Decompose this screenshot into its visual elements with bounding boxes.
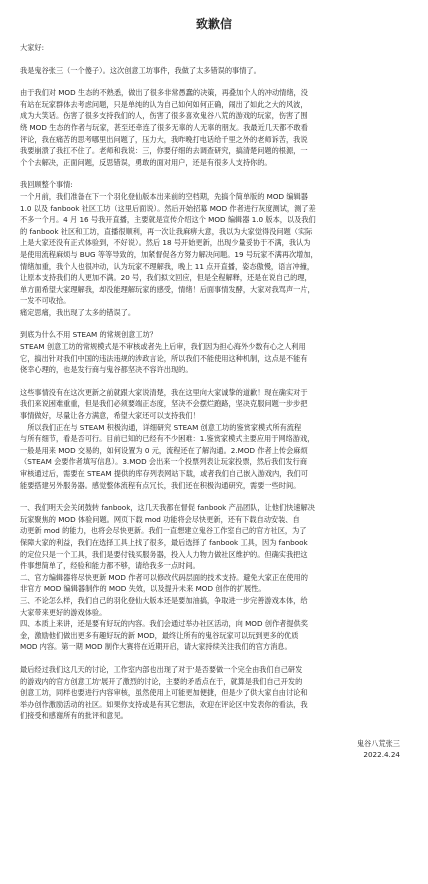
paragraph <box>20 502 408 653</box>
text-line: 我要崩溃了我扛不住了。老师和我说：三，你要仔细的去调查研究，搞清楚问题的根源，一 <box>20 146 308 156</box>
paragraph <box>20 664 408 722</box>
text-line: 一发不可收拾。 <box>20 296 71 306</box>
text-line: 它，搞出针对我们中国的违法违规的涉政言论，所以我们不能使用这种机制，这点是不能有 <box>20 353 308 363</box>
text-line: 玩家聚焦的 MOD 体验问题。网页下载 mod 功能将会尽快更新，还有下载自动安装、自 <box>20 514 300 524</box>
text-line: 金，激励他们做出更多有趣好玩的新 MOD，最终让所有的鬼谷玩家可以玩到更多的优质 <box>20 630 299 640</box>
text-line: 大家带来更好的游戏体验。 <box>20 607 107 617</box>
text-line: 绕 MOD 生态的作者与玩家，甚至还牵连了很多无辜的人无辜的朋友。我最近几天都不敢看 <box>20 122 308 132</box>
text-line: 成为大笑话。伤害了很多支持我们的人，伤害了很多喜欢鬼谷八荒的游戏的玩家，伤害了围 <box>20 111 308 121</box>
text-line: 保障大家的利益，我们在选择工具上找了很多，最后选择了 fanbook 工具，因为 fanbook <box>20 537 308 547</box>
paragraph <box>20 329 408 375</box>
text-line: 创意工坊，同样也要进行内容审核，虽然使用上可能更加便捷，但是少了供大家自由讨论和 <box>20 688 308 698</box>
text-line: 个个去解决，正面问题，反思错误，勇敢的面对用户，还是有很多人支持你的。 <box>20 157 272 167</box>
paragraph <box>20 87 408 168</box>
text-line: 由于我们对 MOD 生态的不熟悉，做出了很多非常愚蠢的决策，再叠加个人的冲动情绪，没 <box>20 88 308 98</box>
text-line: 件事想简单了，经验和能力都不够，请给我多一点时间。 <box>20 561 200 571</box>
text-line: 上是大家还没有正式体验到，不好说）。然后 18 号开始更新，出现少量妥协于不满，我认为 <box>20 238 311 248</box>
text-line: STEAM 创意工坊的常规模式是不审核或者先上后审，我们因为担心海外少数有心之人利用 <box>20 342 306 352</box>
text-line: 三、不论怎么样，我们自己的羽化登仙大版本还是要加油搞，争取进一步完善游戏本体，给 <box>20 595 308 605</box>
text-line: 能要搭建另外服务器。感觉整体流程有点冗长，我们还在积极沟通研究，需要一些时间。 <box>20 480 301 490</box>
paragraph <box>20 179 408 318</box>
text-line: 的游戏内的官方创意工坊'展开了激烈的讨论，主要的矛盾点在于，就算是我们自己开发的 <box>20 676 303 686</box>
paragraph <box>20 42 408 54</box>
text-line: 痛定思痛，我出现了太多的错误了。 <box>20 307 136 317</box>
text-line: 一个月前，我们准备在下一个羽化登仙版本出来前的空档期，先搞个简单版的 MOD 编辑器 <box>20 191 308 201</box>
text-line: 一般是用来 MOD 交易的，如何设置为 0 元，流程还在了解沟通。2.MOD 作者上传会麻烦 <box>20 445 308 455</box>
text-line: 们接受和感谢所有的批评和意见。 <box>20 711 128 721</box>
signature-name: 鬼谷八荒张三 <box>356 738 400 748</box>
text-line: 侥幸心理的，也是发行商与鬼谷都坚决不容许出现的。 <box>20 365 193 375</box>
text-line: 不多一个月。4 月 16 号我开直播，主要就是宣传介绍这个 MOD 编辑器 1.0 版本，以及我们 <box>20 215 316 225</box>
text-line: 情绪加重，我个人也很冲动，认为玩家不理解我，晚上 11 点开直播，姿态傲慢，语言冲撞， <box>20 261 315 271</box>
text-line: 这些事情没有在这次更新之前就跟大家说清楚，我在这里向大家诚挚的道歉！现在确实对于 <box>20 387 308 397</box>
text-line: 与所有细节，看是否可行。目前已知的已经有不少困难：1.鉴赏家模式主要应用于网络游戏， <box>20 434 315 444</box>
text-line: 有站在玩家群体去考虑问题，只是单纯的认为自己如何如何正确，闹出了如此之大的风波， <box>20 99 308 109</box>
letter-body <box>20 42 408 722</box>
text-line: 二、官方编辑器将尽快更新 MOD 作者可以修改代码层面的技术支持。避免大家正在使用的 <box>20 572 308 582</box>
text-line: 举办创作激励活动的社区。如果你支持或是有其它想法，欢迎在评论区中发表你的看法，我 <box>20 699 308 709</box>
paragraph <box>20 65 408 77</box>
text-line: 我是鬼谷张三（一个傻子）。这次创意工坊事件，我做了太多错误的事情了。 <box>20 65 261 75</box>
text-line: 最后经过我们这几天的讨论，工作室内部也出现了对于'是否要做一个完全由我们自己研发 <box>20 664 303 674</box>
text-line: 一、我们明天会关闭鼓转 fanbook，这几天我都在督促 fanbook 产品团队，让他们快速解决 <box>20 503 315 513</box>
signature-date: 2022.4.24 <box>363 750 400 760</box>
text-line: 四、本质上来讲，还是要有好玩的内容。我们会通过举办社区活动，向 MOD 创作者提供奖 <box>20 619 308 629</box>
text-line: MOD 内容。第一期 MOD 制作大赛将在近期开启，请大家持续关注我们的官方消息。 <box>20 642 292 652</box>
paragraph <box>20 387 408 491</box>
text-line: 动更新 mod 的能力，也将会尽快更新。我们一直想建立鬼谷工作室自己的官方社区，为了 <box>20 526 307 536</box>
text-line: （STEAM 会要作者填写信息）。3.MOD 会出来一个投票列表让玩家投票，然后我们发行商 <box>20 457 308 467</box>
text-line: 到底为什么不用 STEAM 的常规创意工坊？ <box>20 330 157 340</box>
text-line: 让原本支持我们的人更加不满。20 号，我们拟文回应，但是全程解释，还是在说自己的理， <box>20 273 312 283</box>
text-line: 的 fanbook 社区和工坊，直播很顺利，再一次让我麻痹大意，我以为大家觉得没问题（实际 <box>20 226 313 236</box>
text-line: 评论，我在痛苦的思考哪里出问题了，压力大，我昨晚打电话给千里之外的老师诉苦，我说 <box>20 134 308 144</box>
signature-block <box>20 738 408 761</box>
text-line: 大家好: <box>20 43 44 52</box>
letter-title: 致歉信 <box>195 17 232 31</box>
text-line: 我们来说困难重重，但是我们必须要端正态度，坚决不会摆烂跑路，坚决克服问题一步步把 <box>20 399 308 409</box>
text-line: 我回顾整个事情: <box>20 180 73 190</box>
text-line: 非官方 MOD 编辑器制作的 MOD 失效，以及提升未来 MOD 创作的扩展性。 <box>20 584 266 594</box>
text-line: 是使用流程麻烦与 BUG 等等导致的，加紧督促各方努力解决问题。19 号玩家不满再次增加， <box>20 249 318 259</box>
text-line: 的定位只是一个工具，我们是要付钱买服务器，投入人力物力做社区维护的。但确实我把这 <box>20 549 308 559</box>
text-line: 审核通过后，需要在 STEAM 提供的库存列表网站下载，或者我们自己嵌入游戏内，我们可 <box>20 469 308 478</box>
text-line: 事情做好，尽量让各方满意，希望大家还可以支持我们！ <box>20 411 200 421</box>
text-line: 单方面希望大家理解我，却没能理解玩家的感受，情绪！后面事情发酵，大家对我骂声一片， <box>20 284 315 294</box>
text-line: 1.0 以及 fanbook 社区工坊（这里后面说）。然后开始招募 MOD 作者进行灰度测试，测了差 <box>20 203 316 213</box>
text-line: 所以我们正在与 STEAM 积极沟通，详细研究 STEAM 创意工坊的鉴赏家模式所有流程 <box>20 422 302 432</box>
